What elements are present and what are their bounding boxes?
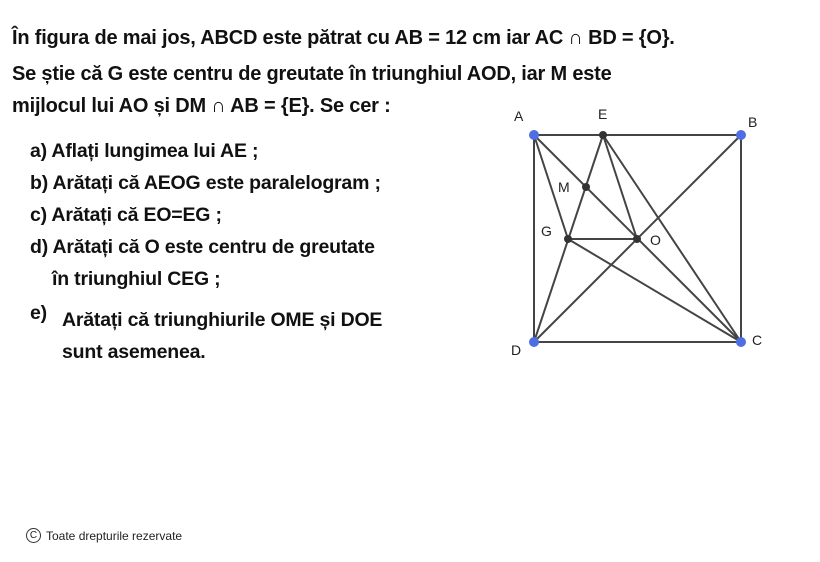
segment-eo — [603, 135, 637, 239]
task-d: d) Arătați că O este centru de greutate — [30, 236, 375, 258]
label-d: D — [511, 342, 522, 358]
label-m: M — [558, 179, 570, 195]
point-m — [582, 183, 590, 191]
intro-line-3: mijlocul lui AO și DM ∩ AB = {E}. Se cer : — [12, 95, 391, 117]
task-c: c) Arătați că EO=EG ; — [30, 204, 222, 226]
point-d — [529, 337, 539, 347]
label-o: O — [650, 232, 661, 248]
task-a: a) Aflați lungimea lui AE ; — [30, 140, 259, 162]
task-e-marker: e) — [30, 302, 47, 324]
label-a: A — [514, 108, 524, 124]
copyright-icon: C — [26, 528, 41, 543]
label-g: G — [541, 223, 552, 239]
copyright-text: Toate drepturile rezervate — [46, 528, 183, 543]
point-b — [736, 130, 746, 140]
figure-labels — [511, 106, 762, 358]
label-e: E — [598, 106, 608, 122]
point-g — [564, 235, 572, 243]
task-b: b) Arătați că AEOG este paralelogram ; — [30, 172, 381, 194]
task-e-continuation: sunt asemenea. — [62, 341, 206, 363]
task-e: Arătați că triunghiurile OME și DOE — [62, 309, 383, 331]
point-c — [736, 337, 746, 347]
geometry-figure — [500, 95, 790, 365]
point-a — [529, 130, 539, 140]
label-b: B — [748, 114, 758, 130]
intro-line-2: Se știe că G este centru de greutate în triunghiul AOD, iar M este — [12, 63, 612, 85]
point-o — [633, 235, 641, 243]
label-c: C — [752, 332, 763, 348]
point-e — [599, 131, 607, 139]
intro-line-1: În figura de mai jos, ABCD este pătrat cu AB = 12 cm iar AC ∩ BD = {O}. — [12, 27, 675, 49]
copyright-footer — [26, 528, 182, 543]
task-d-continuation: în triunghiul CEG ; — [52, 268, 221, 290]
